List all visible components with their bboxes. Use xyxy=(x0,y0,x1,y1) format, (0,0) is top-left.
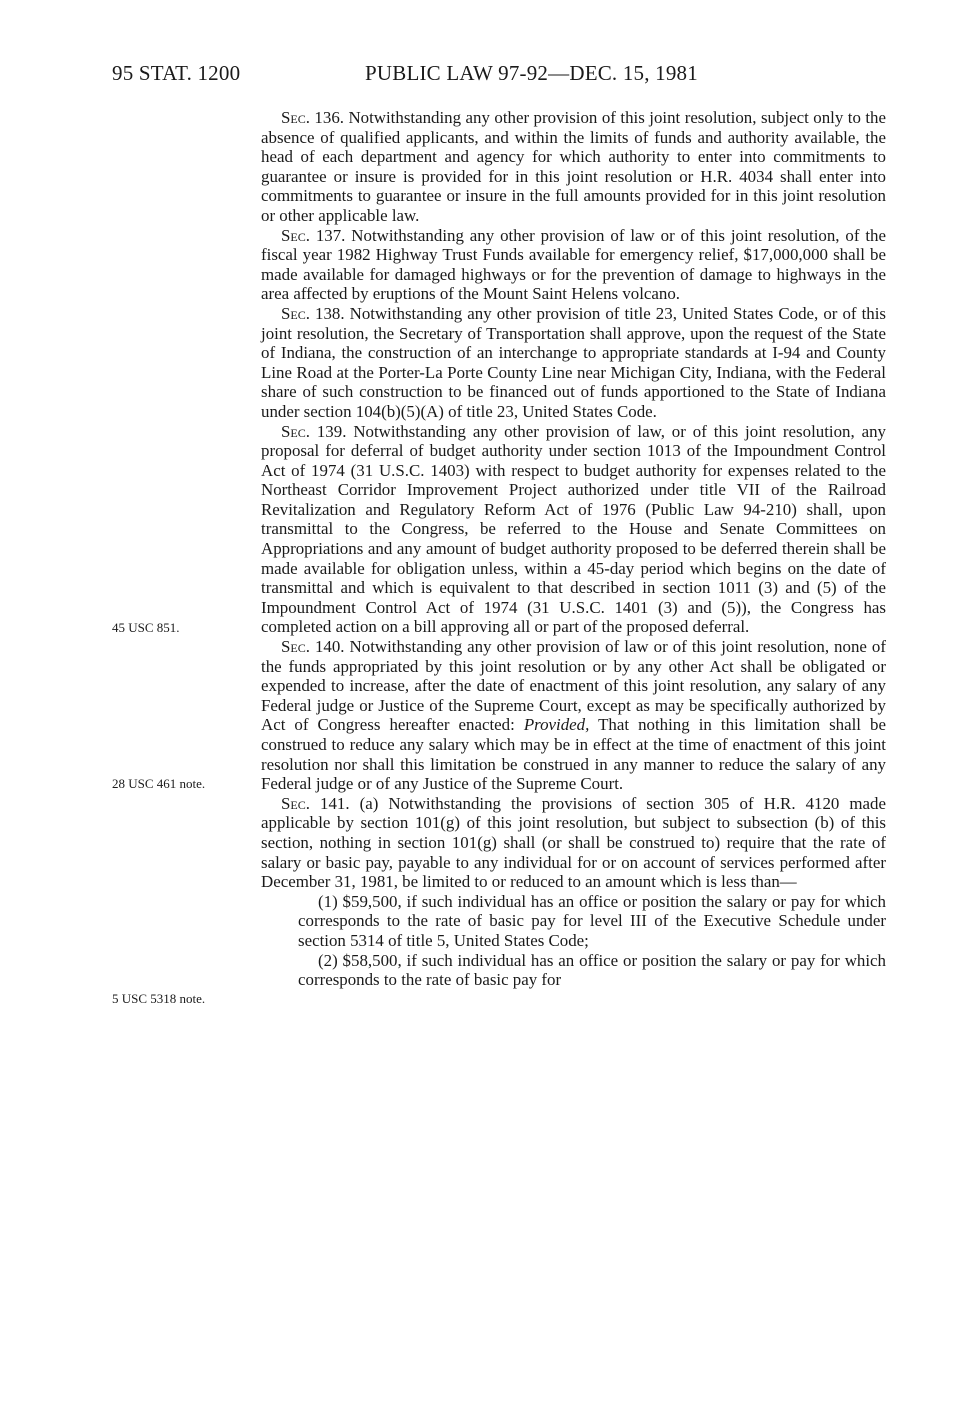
section-137 xyxy=(261,226,886,304)
section-text: 140. Notwithstanding any other provision of law or of this joint resolution, none of the funds appropriated by this joint resolution or by any other Act shall be obligated or expended to increase, after the date of enactment of this joint resolution, any salary of any Federal judge or Justice of the Supreme Court, except as may be specifically authorized by Act of Congress hereafter enacted: xyxy=(261,637,886,735)
page-reference: 95 STAT. 1200 xyxy=(112,61,241,85)
section-label: Sec. xyxy=(281,793,310,813)
section-text: 137. Notwithstanding any other provision of law or of this joint resolution, of the fiscal year 1982 Highway Trust Funds available for emergency relief, $17,000,000 shall be made available for damaged highways or for the prevention of damage to highways in the area affected by eruptions of the Mount Saint Helens volcano. xyxy=(261,225,886,304)
margin-note-45-usc-851: 45 USC 851. xyxy=(112,620,180,635)
subsection-item: (1) $59,500, if such individual has an office or position the salary or pay for which corresponds to the rate of basic pay for level III of the Executive Schedule under section 5314 of title 5, United States Code; xyxy=(298,891,886,950)
section-label: Sec. xyxy=(281,303,310,323)
section-text: 139. Notwithstanding any other provision of law, or of this joint resolution, any proposal for deferral of budget authority under section 1013 of the Impoundment Control Act of 1974 (31 U.S.C. 1403) with respect to budget authority for expenses related to the Northeast Corridor Improvement Project authorized under title VII of the Railroad Revitalization and Regulatory Reform Act of 1976 (Public Law 94-210) shall, upon transmittal to the Congress, be referred to the House and Senate Committees on Appropriations and any amount of budget authority proposed to be deferred therein shall be made available for obligation unless, within a 45-day period which begins on the date of transmittal and which is equivalent to that described in section 1011 (3) and (5) of the Impoundment Control Act of 1974 (31 U.S.C. 1401 (3) and (5)), the Congress has completed action on a bill approving all or part of the proposed deferral. xyxy=(261,421,886,637)
subsection-item: (2) $58,500, if such individual has an office or position the salary or pay for which corresponds to the rate of basic pay for xyxy=(298,950,886,990)
section-136 xyxy=(261,108,886,226)
section-139 xyxy=(261,422,886,638)
section-label: Sec. xyxy=(281,108,310,127)
section-text: 141. (a) Notwithstanding the provisions of section 305 of H.R. 4120 made applicable by section 101(g) of this joint resolution, but subject to subsection (b) of this section, nothing in section 101(g) shall (or shall be construed to) require that the rate of salary or basic pay, payable to any individual for or on account of services performed after December 31, 1981, be limited to or reduced to an amount which is less than— xyxy=(261,793,886,892)
section-label: Sec. xyxy=(281,637,310,657)
section-text: That nothing in this limitation shall be construed to reduce any salary which may be in effect at the time of enactment of this joint resolution nor shall this limitation be construed in any manner to reduce the salary of any Federal judge or of any Justice of the Supreme Court. xyxy=(261,715,886,794)
margin-note-28-usc-461: 28 USC 461 note. xyxy=(112,776,206,791)
proviso-term: Provided, xyxy=(523,715,590,735)
section-140 xyxy=(261,637,886,794)
section-138 xyxy=(261,304,886,422)
section-141 xyxy=(261,794,886,892)
section-label: Sec. xyxy=(281,421,310,441)
document-body xyxy=(261,108,886,990)
section-text: 136. Notwithstanding any other provision of this joint resolution, subject only to the absence of qualified applicants, and within the limits of funds and authority available, the head of each department and agency for which authority to enter into commitments to guarantee or insure is provided for in this joint resolution or H.R. 4034 shall enter into commitments to guarantee or insure in the full amounts provided for in this joint resolution or other applicable law. xyxy=(261,108,886,225)
margin-note-5-usc-5318: 5 USC 5318 note. xyxy=(112,991,206,1006)
section-label: Sec. xyxy=(281,225,310,245)
page-title: PUBLIC LAW 97-92—DEC. 15, 1981 xyxy=(365,61,698,85)
section-text: 138. Notwithstanding any other provision of title 23, United States Code, or of this joint resolution, the Secretary of Transportation shall approve, upon the request of the State of Indiana, the construction of an interchange to appropriate standards at I-94 and County Line Road at the Porter-La Porte County Line near Michigan City, Indiana, with the Federal share of such construction to be financed out of funds apportioned to the State of Indiana under section 104(b)(5)(A) of title 23, United States Code. xyxy=(261,303,886,421)
